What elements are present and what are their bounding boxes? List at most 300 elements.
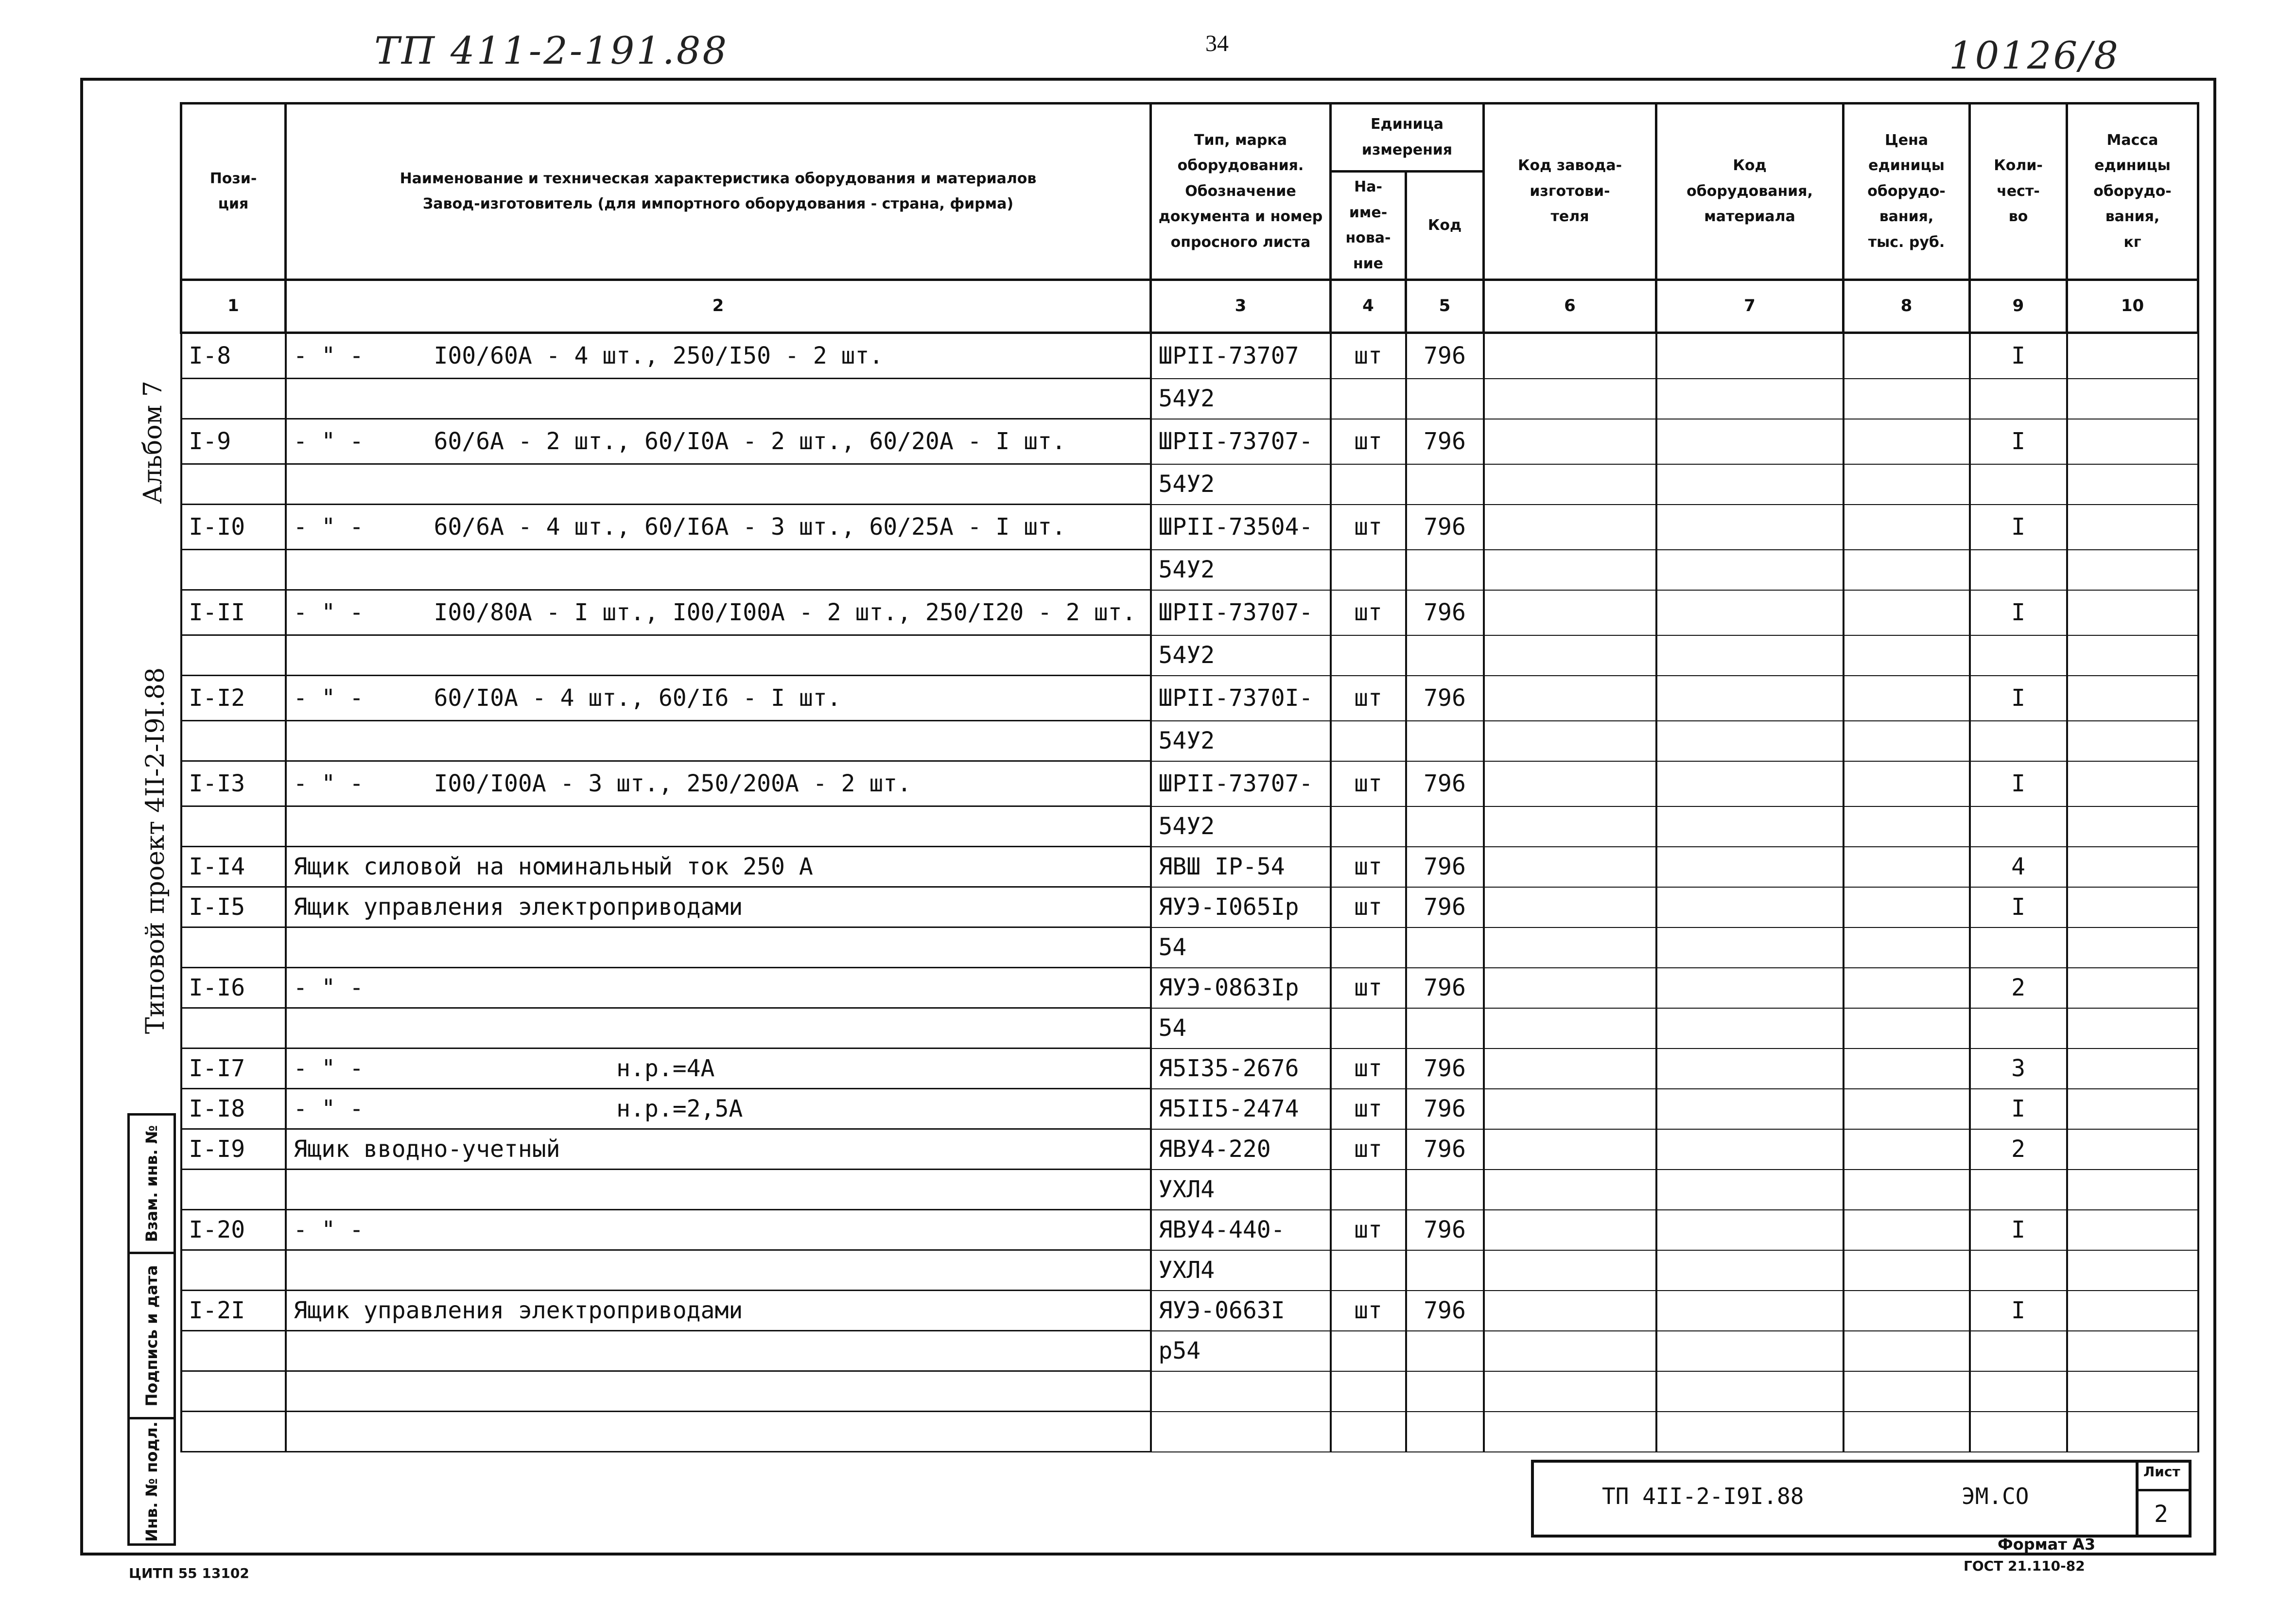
table-cell: шт: [1331, 1210, 1406, 1250]
table-cell: [2067, 1412, 2198, 1452]
header-price: Цена единицы оборудо- вания, тыс. руб.: [1844, 104, 1970, 280]
table-cell: I-8: [181, 333, 286, 379]
table-cell: I: [1970, 1210, 2067, 1250]
table-cell: [1970, 1008, 2067, 1049]
table-cell: [286, 379, 1151, 419]
table-cell: [1844, 1129, 1970, 1170]
table-cell: шт: [1331, 887, 1406, 927]
table-cell: [1484, 1331, 1656, 1371]
table-cell: [1844, 1049, 1970, 1089]
table-cell: [1656, 1291, 1844, 1331]
table-row: [181, 1008, 2198, 1049]
table-cell: - " - н.р.=4А: [286, 1049, 1151, 1089]
table-cell: [1484, 1170, 1656, 1210]
table-cell: Я5I35-2676: [1151, 1049, 1331, 1089]
table-cell: [2067, 505, 2198, 550]
table-cell: [1844, 550, 1970, 590]
table-cell: [1844, 1089, 1970, 1129]
table-row: [181, 550, 2198, 590]
table-cell: [1406, 1008, 1484, 1049]
table-cell: [1970, 1371, 2067, 1412]
table-cell: [1970, 550, 2067, 590]
table-cell: ЯУЭ-I065Iр: [1151, 887, 1331, 927]
table-cell: 2: [1970, 968, 2067, 1008]
table-cell: УХЛ4: [1151, 1170, 1331, 1210]
table-cell: шт: [1331, 676, 1406, 721]
table-cell: ЯВУ4-220: [1151, 1129, 1331, 1170]
podpis-data-label: Подпись и дата: [142, 1265, 161, 1406]
table-cell: [2067, 333, 2198, 379]
table-cell: [2067, 1210, 2198, 1250]
stamp-code: ЭМ.СО: [1962, 1483, 2029, 1509]
table-cell: [1484, 1089, 1656, 1129]
table-cell: [286, 1250, 1151, 1291]
specification-table: [180, 102, 2199, 1452]
table-row: [181, 847, 2198, 887]
col-number: 2: [286, 280, 1151, 333]
table-cell: [1656, 1331, 1844, 1371]
table-cell: ШРII-73504-: [1151, 505, 1331, 550]
table-cell: [1406, 464, 1484, 505]
table-row: [181, 676, 2198, 721]
table-cell: I-9: [181, 419, 286, 464]
table-cell: [2067, 1250, 2198, 1291]
header-pos: Пози- ция: [181, 104, 286, 280]
table-cell: [1406, 1250, 1484, 1291]
vzam-inv-label: Взам. инв. №: [142, 1125, 161, 1242]
table-cell: [1484, 968, 1656, 1008]
table-cell: [1844, 1170, 1970, 1210]
table-cell: 54У2: [1151, 379, 1331, 419]
header-qty: Коли- чест- во: [1970, 104, 2067, 280]
table-cell: I: [1970, 333, 2067, 379]
table-cell: [1970, 1170, 2067, 1210]
handwritten-document-number: 10126/8: [1949, 34, 2121, 78]
table-cell: [1484, 419, 1656, 464]
table-cell: [286, 927, 1151, 968]
table-cell: [286, 721, 1151, 761]
table-cell: ЯУЭ-0863Iр: [1151, 968, 1331, 1008]
table-cell: - " - I00/I00A - 3 шт., 250/200A - 2 шт.: [286, 761, 1151, 806]
table-cell: [1656, 333, 1844, 379]
table-cell: [286, 1170, 1151, 1210]
table-cell: 54У2: [1151, 635, 1331, 676]
table-cell: [1331, 721, 1406, 761]
table-cell: 796: [1406, 1291, 1484, 1331]
table-cell: [181, 806, 286, 847]
col-number: 3: [1151, 280, 1331, 333]
table-cell: 4: [1970, 847, 2067, 887]
format-label: Формат А3: [1998, 1535, 2096, 1554]
table-cell: [1844, 333, 1970, 379]
table-cell: [181, 1008, 286, 1049]
table-cell: 54У2: [1151, 806, 1331, 847]
table-cell: - " - н.р.=2,5А: [286, 1089, 1151, 1129]
table-row: [181, 1210, 2198, 1250]
table-cell: [286, 550, 1151, 590]
table-cell: шт: [1331, 1291, 1406, 1331]
table-cell: Ящик силовой на номинальный ток 250 А: [286, 847, 1151, 887]
table-cell: [1484, 676, 1656, 721]
table-row: [181, 1412, 2198, 1452]
table-cell: [1844, 505, 1970, 550]
table-row: [181, 887, 2198, 927]
table-row: [181, 761, 2198, 806]
col-number: 10: [2067, 280, 2198, 333]
header-equip-code: Код оборудования, материала: [1656, 104, 1844, 280]
table-cell: [1484, 333, 1656, 379]
table-cell: [2067, 676, 2198, 721]
col-number: 8: [1844, 280, 1970, 333]
table-cell: - " - I00/80A - I шт., I00/I00A - 2 шт., 250/I20 - 2 шт.: [286, 590, 1151, 635]
table-cell: - " - I00/60A - 4 шт., 250/I50 - 2 шт.: [286, 333, 1151, 379]
table-cell: 3: [1970, 1049, 2067, 1089]
table-cell: УХЛ4: [1151, 1250, 1331, 1291]
table-cell: 796: [1406, 761, 1484, 806]
table-cell: [1656, 379, 1844, 419]
table-cell: [1656, 419, 1844, 464]
table-cell: 796: [1406, 1129, 1484, 1170]
page-number: 34: [1205, 31, 1229, 56]
table-cell: [286, 806, 1151, 847]
handwritten-project-number: ТП 411-2-191.88: [374, 29, 729, 73]
table-row: [181, 806, 2198, 847]
table-cell: [1331, 1371, 1406, 1412]
specification-body: [181, 333, 2198, 1452]
table-cell: I-I4: [181, 847, 286, 887]
left-footer-code: ЦИТП 55 13102: [129, 1565, 249, 1581]
table-cell: [1656, 1371, 1844, 1412]
table-cell: 796: [1406, 968, 1484, 1008]
table-cell: [1331, 379, 1406, 419]
table-cell: [1331, 806, 1406, 847]
table-row: [181, 1089, 2198, 1129]
table-cell: [1151, 1371, 1331, 1412]
table-cell: [2067, 419, 2198, 464]
table-cell: [1844, 1250, 1970, 1291]
table-cell: [1656, 676, 1844, 721]
table-cell: [2067, 1291, 2198, 1331]
table-cell: [1406, 379, 1484, 419]
table-cell: [1844, 464, 1970, 505]
table-cell: [1970, 927, 2067, 968]
table-cell: I: [1970, 419, 2067, 464]
table-cell: [1406, 1371, 1484, 1412]
table-cell: [1406, 721, 1484, 761]
table-cell: [2067, 721, 2198, 761]
table-cell: [1484, 1008, 1656, 1049]
table-cell: [1656, 847, 1844, 887]
table-cell: 2: [1970, 1129, 2067, 1170]
table-cell: [1331, 1170, 1406, 1210]
table-cell: [1484, 590, 1656, 635]
table-cell: [1484, 550, 1656, 590]
table-cell: [1331, 1331, 1406, 1371]
table-cell: [1331, 635, 1406, 676]
table-cell: [1970, 379, 2067, 419]
table-cell: р54: [1151, 1331, 1331, 1371]
table-cell: 54У2: [1151, 721, 1331, 761]
inv-podl-label: Инв. № подл.: [142, 1421, 161, 1542]
table-cell: [1331, 1250, 1406, 1291]
table-cell: [1484, 1291, 1656, 1331]
table-cell: [1844, 1008, 1970, 1049]
table-cell: [1484, 1250, 1656, 1291]
table-cell: I-I5: [181, 887, 286, 927]
table-cell: [181, 464, 286, 505]
podpis-data-box: [127, 1252, 176, 1419]
table-cell: [1844, 721, 1970, 761]
table-cell: [1331, 1008, 1406, 1049]
table-cell: I: [1970, 1089, 2067, 1129]
table-cell: [1484, 721, 1656, 761]
table-cell: [1844, 806, 1970, 847]
table-cell: шт: [1331, 419, 1406, 464]
table-cell: [1970, 1250, 2067, 1291]
table-row: [181, 721, 2198, 761]
table-cell: шт: [1331, 1049, 1406, 1089]
header-name: Наименование и техническая характеристика оборудования и материалов Завод-изготовитель (для импортного оборудования - страна, фирма): [286, 104, 1151, 280]
col-number: 5: [1406, 280, 1484, 333]
table-cell: [1151, 1412, 1331, 1452]
table-cell: 796: [1406, 1089, 1484, 1129]
table-row: [181, 333, 2198, 379]
table-cell: [1656, 887, 1844, 927]
table-cell: [286, 635, 1151, 676]
table-row: [181, 379, 2198, 419]
table-cell: [1406, 1412, 1484, 1452]
table-cell: [1406, 927, 1484, 968]
table-cell: Ящик вводно-учетный: [286, 1129, 1151, 1170]
table-cell: [1844, 927, 1970, 968]
table-cell: [1656, 761, 1844, 806]
stamp-designation: ТП 4II-2-I9I.88: [1602, 1483, 1804, 1509]
table-cell: [1484, 1210, 1656, 1250]
table-cell: [1970, 635, 2067, 676]
table-cell: [1406, 550, 1484, 590]
table-cell: I: [1970, 590, 2067, 635]
table-cell: ШРII-73707-: [1151, 419, 1331, 464]
table-cell: [1656, 590, 1844, 635]
col-number: 4: [1331, 280, 1406, 333]
table-cell: [2067, 927, 2198, 968]
table-cell: [1844, 1371, 1970, 1412]
table-row: [181, 927, 2198, 968]
table-cell: I-I6: [181, 968, 286, 1008]
header-unit: Единица измерения: [1331, 104, 1484, 172]
table-cell: [1406, 806, 1484, 847]
table-cell: [1484, 379, 1656, 419]
table-row: [181, 1250, 2198, 1291]
table-cell: 796: [1406, 1049, 1484, 1089]
table-cell: [2067, 464, 2198, 505]
table-cell: ЯУЭ-0663I: [1151, 1291, 1331, 1331]
table-cell: шт: [1331, 590, 1406, 635]
table-cell: [1484, 927, 1656, 968]
table-cell: I: [1970, 505, 2067, 550]
table-cell: [1656, 1129, 1844, 1170]
table-cell: [1656, 1210, 1844, 1250]
table-cell: I-II: [181, 590, 286, 635]
table-cell: I-2I: [181, 1291, 286, 1331]
header-unit-code: Код: [1406, 172, 1484, 280]
table-cell: [2067, 1371, 2198, 1412]
table-cell: [1331, 1412, 1406, 1452]
album-label: Альбом 7: [139, 381, 168, 504]
table-cell: [1484, 1371, 1656, 1412]
table-cell: [1656, 806, 1844, 847]
table-cell: I-I7: [181, 1049, 286, 1089]
table-cell: [286, 1008, 1151, 1049]
table-cell: шт: [1331, 505, 1406, 550]
table-cell: шт: [1331, 1129, 1406, 1170]
table-cell: [181, 1371, 286, 1412]
table-cell: [181, 1331, 286, 1371]
table-cell: ЯВУ4-440-: [1151, 1210, 1331, 1250]
table-cell: [1656, 464, 1844, 505]
table-cell: [2067, 1049, 2198, 1089]
table-cell: 54У2: [1151, 464, 1331, 505]
gost-label: ГОСТ 21.110-82: [1964, 1558, 2085, 1574]
table-cell: [1331, 927, 1406, 968]
table-cell: [1970, 1412, 2067, 1452]
header-maker-code: Код завода- изготови- теля: [1484, 104, 1656, 280]
table-cell: [2067, 847, 2198, 887]
table-cell: I: [1970, 1291, 2067, 1331]
table-cell: ШРII-73707-: [1151, 590, 1331, 635]
table-cell: [1484, 1049, 1656, 1089]
table-cell: [2067, 1008, 2198, 1049]
table-cell: [2067, 887, 2198, 927]
table-cell: [1406, 1170, 1484, 1210]
table-cell: [1656, 1008, 1844, 1049]
table-cell: [1970, 806, 2067, 847]
table-cell: шт: [1331, 968, 1406, 1008]
table-cell: [1844, 635, 1970, 676]
table-row: [181, 1331, 2198, 1371]
title-block: [1531, 1460, 2139, 1538]
table-cell: [2067, 635, 2198, 676]
table-row: [181, 419, 2198, 464]
table-cell: [1656, 505, 1844, 550]
table-row: [181, 1170, 2198, 1210]
table-cell: [1656, 968, 1844, 1008]
table-cell: I-20: [181, 1210, 286, 1250]
table-cell: [1844, 1210, 1970, 1250]
table-cell: [1844, 761, 1970, 806]
table-cell: [1844, 379, 1970, 419]
table-cell: шт: [1331, 761, 1406, 806]
sheet-number: 2: [2154, 1501, 2168, 1528]
table-cell: [1406, 635, 1484, 676]
table-cell: - " -: [286, 1210, 1151, 1250]
table-cell: [1656, 1250, 1844, 1291]
col-number: 7: [1656, 280, 1844, 333]
table-cell: [1844, 847, 1970, 887]
table-cell: [1844, 1331, 1970, 1371]
table-cell: 796: [1406, 333, 1484, 379]
table-cell: [2067, 550, 2198, 590]
sheet-divider: [2139, 1489, 2189, 1491]
table-cell: I: [1970, 761, 2067, 806]
table-cell: ШРII-73707-: [1151, 761, 1331, 806]
table-cell: [1970, 721, 2067, 761]
table-cell: [2067, 806, 2198, 847]
table-cell: [2067, 379, 2198, 419]
table-cell: [1970, 464, 2067, 505]
table-cell: [1484, 464, 1656, 505]
table-cell: [286, 1412, 1151, 1452]
table-cell: шт: [1331, 333, 1406, 379]
table-cell: шт: [1331, 1089, 1406, 1129]
table-cell: ЯВШ IP-54: [1151, 847, 1331, 887]
col-number: 6: [1484, 280, 1656, 333]
table-cell: [1331, 464, 1406, 505]
header-type: Тип, марка оборудования. Обозначение документа и номер опросного листа: [1151, 104, 1331, 280]
table-cell: I-I0: [181, 505, 286, 550]
table-cell: [1844, 887, 1970, 927]
table-cell: [1970, 1331, 2067, 1371]
table-cell: [2067, 1129, 2198, 1170]
table-cell: [1844, 968, 1970, 1008]
table-cell: [1656, 1412, 1844, 1452]
table-cell: I: [1970, 676, 2067, 721]
table-cell: [1484, 1129, 1656, 1170]
table-cell: шт: [1331, 847, 1406, 887]
table-cell: [286, 464, 1151, 505]
table-cell: [1484, 847, 1656, 887]
table-cell: I-I9: [181, 1129, 286, 1170]
table-cell: [2067, 1170, 2198, 1210]
table-row: [181, 1129, 2198, 1170]
table-cell: [1656, 1089, 1844, 1129]
table-cell: [1656, 927, 1844, 968]
table-cell: [181, 1412, 286, 1452]
header-unit-name: На- име- нова- ние: [1331, 172, 1406, 280]
table-row: [181, 968, 2198, 1008]
table-cell: I-I2: [181, 676, 286, 721]
table-row: [181, 1291, 2198, 1331]
table-cell: [1484, 887, 1656, 927]
table-cell: [1844, 1291, 1970, 1331]
table-cell: [181, 635, 286, 676]
table-cell: [1656, 550, 1844, 590]
sheet-box: [2136, 1460, 2192, 1538]
col-number: 9: [1970, 280, 2067, 333]
table-cell: 796: [1406, 590, 1484, 635]
sheet-label: Лист: [2143, 1464, 2180, 1480]
table-cell: [181, 1170, 286, 1210]
table-cell: 796: [1406, 676, 1484, 721]
table-cell: 796: [1406, 847, 1484, 887]
table-cell: [1844, 1412, 1970, 1452]
vzam-inv-box: [127, 1113, 176, 1254]
table-cell: [181, 1250, 286, 1291]
table-cell: Я5II5-2474: [1151, 1089, 1331, 1129]
table-cell: [286, 1331, 1151, 1371]
inv-podl-box: [127, 1417, 176, 1546]
table-cell: ШРII-7370I-: [1151, 676, 1331, 721]
table-cell: [1484, 806, 1656, 847]
table-cell: I: [1970, 887, 2067, 927]
table-cell: [1331, 550, 1406, 590]
table-cell: 796: [1406, 505, 1484, 550]
table-cell: [2067, 1331, 2198, 1371]
table-cell: [2067, 590, 2198, 635]
table-cell: - " - 60/I0A - 4 шт., 60/I6 - I шт.: [286, 676, 1151, 721]
table-cell: - " - 60/6A - 2 шт., 60/I0A - 2 шт., 60/20A - I шт.: [286, 419, 1151, 464]
table-cell: [1844, 419, 1970, 464]
